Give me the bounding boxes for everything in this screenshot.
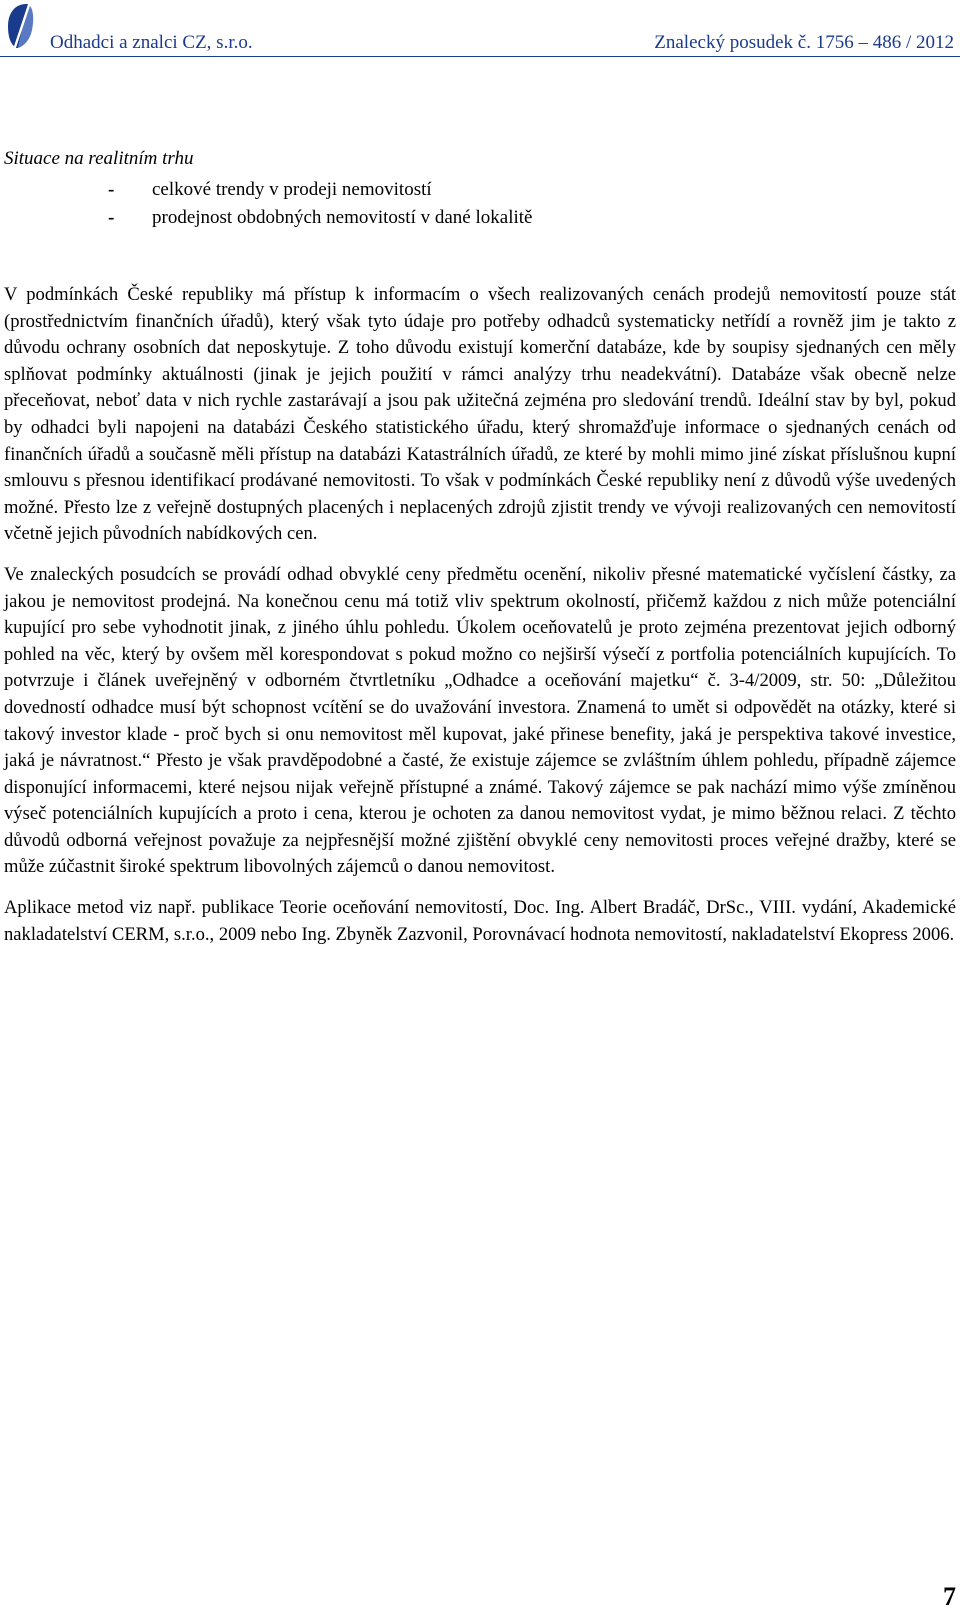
paragraph-market-value: Ve znaleckých posudcích se provádí odhad obvyklé ceny předmětu ocenění, nikoliv přesné matematické vyčíslení částky, za jakou je nemovitost prodejná. Na konečnou cenu má totiž vliv spektrum okolností, přičemž každou z nich může potenciální kupující pro sebe vyhodnotit jinak, z jiného úhlu pohledu. Úkolem oceňovatelů je proto zejména prezentovat jejich odborný pohled na věc, který by ovšem měl korespondovat s pokud možno co nejširší výsečí z portfolia potenciálních kupujících. To potvrzuje i článek uveřejněný v odborném čtvrtletníku „Odhadce a oceňování majetku“ č. 3-4/2009, str. 50: „Důležitou dovedností odhadce musí být schopnost vcítění se do uvažování investora. Znamená to umět si odpovědět na otázky, které si takový investor klade - proč bych si onu nemovitost měl kupovat, jaké přinese benefity, jaká je perspektiva takové investice, jaká je návratnost.“ Přesto je však pravděpodobné a časté, že existuje zájemce se zvláštním úhlem pohledu, případně zájemce disponující informacemi, které nejsou nijak veřejně přístupné a známé. Takový zájemce se pak nachází mimo výše zmíněnou výseč potenciálních kupujících a proto i cena, kterou je ochoten za danou nemovitost vydat, je mimo běžnou relaci. Z těchto důvodů odborná veřejnost považuje za nejpřesnější možné zjištění obvyklé ceny nemovitosti proces veřejné dražby, které se může zúčastnit široké spektrum libovolných zájemců o danou nemovitost. <box>4 563 956 878</box>
section-title: Situace na realitním trhu <box>4 148 194 169</box>
paragraph-market-data: V podmínkách České republiky má přístup k informacím o všech realizovaných cenách prodejů nemovitostí pouze stát (prostřednictvím finančních úřadů), který však tyto údaje pro potřeby odhadců systematicky netřídí a rovněž jim je takto z důvodu ochrany osobních dat neposkytuje. Z toho důvodu existují komerční databáze, kde by soupisy sjednaných cen měly splňovat podmínky aktuálnosti (jinak je jejich použití v rámci analýzy trhu neadekvátní). Databáze však obecně nelze přeceňovat, neboť data v nich rychle zastarávají a jsou pak užitečná zejména pro sledování trendů. Ideální stav by byl, pokud by odhadci byli napojeni na databázi Českého statistického úřadu, který shromažďuje informace o sjednaných cenách od finančních úřadů a současně měli přístup na databázi Katastrálních úřadů, ze které by mohli mimo jiné získat příslušnou kupní smlouvu s přesnou identifikací prodávané nemovitosti. To však v podmínkách České republiky není z důvodů výše uvedených možné. Přesto lze z veřejně dostupných placených i neplacených zdrojů zjistit trendy ve vývoji realizovaných cen nemovitostí včetně jejich původních nabídkových cen. <box>4 284 956 545</box>
bullet-text: prodejnost obdobných nemovitostí v dané lokalitě <box>152 207 533 228</box>
page-number: 7 <box>943 1582 956 1611</box>
paragraph-references: Aplikace metod viz např. publikace Teorie oceňování nemovitostí, Doc. Ing. Albert Bradáč, DrSc., VIII. vydání, Akademické nakladatelství CERM, s.r.o., 2009 nebo Ing. Zbyněk Zazvonil, Porovnávací hodnota nemovitostí, nakladatelství Ekopress 2006. <box>4 897 956 945</box>
bullet-text: celkové trendy v prodeji nemovitostí <box>152 179 432 200</box>
list-item <box>0 176 960 204</box>
bullet-marker: - <box>108 207 115 228</box>
list-item <box>0 204 960 232</box>
page-header <box>0 0 960 58</box>
company-name: Odhadci a znalci CZ, s.r.o. <box>50 32 253 53</box>
bullet-marker: - <box>108 179 115 200</box>
document-reference: Znalecký posudek č. 1756 – 486 / 2012 <box>654 32 954 53</box>
bullet-list <box>0 176 960 232</box>
header-divider <box>0 56 960 57</box>
document-body <box>4 282 956 962</box>
company-logo-icon <box>4 0 36 52</box>
